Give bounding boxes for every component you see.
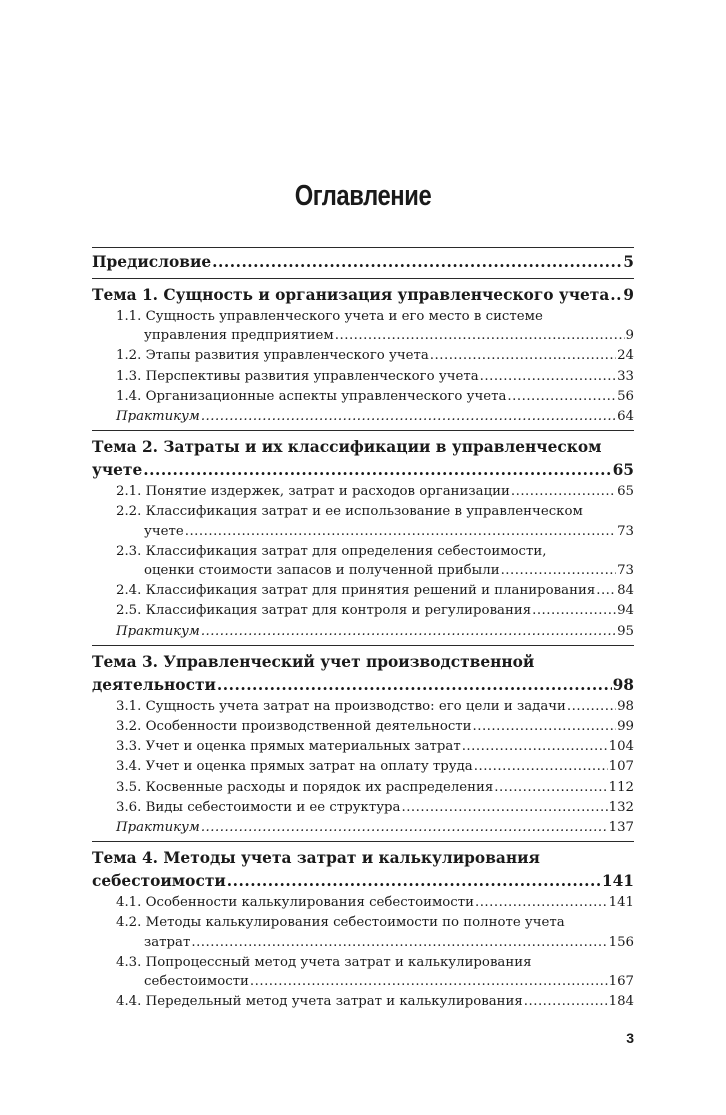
- toc-page-number: 5: [623, 253, 634, 271]
- dot-leader: [475, 893, 608, 912]
- toc-section-entry[interactable]: [92, 387, 634, 406]
- toc-section-title: 2.5. Классификация затрат для контроля и регулирования: [116, 603, 532, 619]
- toc-page-number: 95: [617, 623, 634, 639]
- dot-leader: [191, 933, 607, 952]
- toc-section-entry[interactable]: [92, 482, 634, 501]
- toc-section-title: 2.1. Понятие издержек, затрат и расходов организации: [116, 484, 510, 500]
- dot-leader: [430, 346, 616, 365]
- toc-practicum-entry[interactable]: [92, 407, 634, 426]
- toc-section-title: 1.2. Этапы развития управленческого учета: [116, 348, 429, 364]
- toc-section-entry[interactable]: [92, 737, 634, 756]
- toc-topic-heading[interactable]: [92, 284, 634, 307]
- toc-page-number: 98: [617, 698, 634, 714]
- toc-practicum-label: Практикум: [116, 623, 200, 639]
- toc-topic-title-cont: учете: [92, 461, 143, 480]
- toc-section-title-cont: себестоимости: [144, 974, 249, 990]
- toc-entry-label: Предисловие: [92, 253, 212, 271]
- dot-leader: [596, 581, 616, 600]
- toc-page-number: 141: [608, 895, 634, 911]
- dot-leader: [532, 601, 616, 620]
- toc-page-number: 94: [617, 603, 634, 619]
- toc-topic-block: [92, 430, 634, 645]
- toc-section-entry[interactable]: [92, 307, 634, 345]
- toc-section-title-cont: управления предприятием: [144, 328, 334, 344]
- toc-section-title: 3.2. Особенности производственной деятельности: [116, 719, 472, 735]
- toc-page-number: 156: [608, 934, 634, 950]
- toc-page-number: 167: [608, 974, 634, 990]
- dot-leader: [511, 482, 616, 501]
- dot-leader: [462, 737, 608, 756]
- toc-page-number: 33: [617, 368, 634, 384]
- toc-section-title-cont: учете: [144, 523, 184, 539]
- toc-section-entry[interactable]: [92, 913, 634, 951]
- toc-section-entry[interactable]: [92, 717, 634, 736]
- dot-leader: [227, 870, 601, 893]
- toc-page-number: 24: [617, 348, 634, 364]
- dot-leader: [217, 674, 612, 697]
- toc-page-number: 104: [608, 739, 634, 755]
- dot-leader: [401, 798, 607, 817]
- toc-topic-block: [92, 841, 634, 1016]
- toc-section-title: 2.2. Классификация затрат и ее использование в управленческом: [116, 504, 583, 520]
- toc-section-title: 1.3. Перспективы развития управленческого учета: [116, 368, 479, 384]
- toc-practicum-label: Практикум: [116, 409, 200, 425]
- toc-section-entry[interactable]: [92, 502, 634, 540]
- toc-page-number: 64: [617, 409, 634, 425]
- toc-page-number: 184: [608, 994, 634, 1010]
- toc-section-title: 3.5. Косвенные расходы и порядок их распределения: [116, 779, 494, 795]
- toc-page-number: 65: [617, 484, 634, 500]
- toc-page-number: 137: [608, 820, 634, 836]
- toc-page-number: 73: [617, 563, 634, 579]
- dot-leader: [335, 326, 625, 345]
- toc-section-entry[interactable]: [92, 581, 634, 600]
- toc-section-entry[interactable]: [92, 346, 634, 365]
- toc-practicum-entry[interactable]: [92, 622, 634, 641]
- toc-page-number: 73: [617, 523, 634, 539]
- toc-topic-heading[interactable]: [92, 674, 634, 697]
- toc-page-number: 98: [612, 675, 634, 694]
- toc-page-number: 84: [617, 583, 634, 599]
- toc-section-title-cont: затрат: [144, 934, 191, 950]
- toc-section-title: 4.2. Методы калькулирования себестоимости по полноте учета: [116, 915, 565, 931]
- dot-leader: [524, 992, 608, 1011]
- toc-section-entry[interactable]: [92, 697, 634, 716]
- toc-section-entry[interactable]: [92, 992, 634, 1011]
- toc-section-entry[interactable]: [92, 893, 634, 912]
- toc-page-number: 9: [623, 286, 634, 304]
- toc-practicum-label: Практикум: [116, 820, 200, 836]
- dot-leader: [507, 387, 616, 406]
- toc-section-title: 3.1. Сущность учета затрат на производство: его цели и задачи: [116, 698, 566, 714]
- toc-section-title: 1.4. Организационные аспекты управленческого учета: [116, 388, 507, 404]
- dot-leader: [480, 367, 616, 386]
- toc-topic-title[interactable]: Тема 4. Методы учета затрат и калькулирования: [92, 849, 540, 868]
- toc-page-number: 56: [617, 388, 634, 404]
- dot-leader: [567, 697, 616, 716]
- toc-preface-block: [92, 247, 634, 278]
- dot-leader: [501, 561, 617, 580]
- dot-leader: [185, 522, 616, 541]
- toc-page-number: 112: [608, 779, 634, 795]
- toc-practicum-entry[interactable]: [92, 818, 634, 837]
- table-of-contents: [92, 247, 634, 1016]
- page-title: Оглавление: [294, 180, 432, 212]
- toc-section-title: 2.4. Классификация затрат для принятия решений и планирования: [116, 583, 596, 599]
- toc-page-number: 9: [625, 328, 634, 344]
- toc-section-title: 3.3. Учет и оценка прямых материальных затрат: [116, 739, 461, 755]
- toc-section-title: 4.3. Попроцессный метод учета затрат и калькулирования: [116, 954, 532, 970]
- dot-leader: [212, 251, 622, 274]
- toc-section-title: 4.1. Особенности калькулирования себестоимости: [116, 895, 474, 911]
- dot-leader: [474, 757, 608, 776]
- dot-leader: [610, 284, 622, 307]
- dot-leader: [143, 459, 611, 482]
- toc-section-title-cont: оценки стоимости запасов и полученной прибыли: [144, 563, 500, 579]
- toc-section-entry[interactable]: [92, 601, 634, 620]
- toc-page-number: 107: [608, 759, 634, 775]
- toc-topic-title: Тема 1. Сущность и организация управленческого учета: [92, 286, 610, 304]
- toc-topic-title[interactable]: Тема 2. Затраты и их классификации в управленческом: [92, 438, 602, 457]
- toc-topic-title[interactable]: Тема 3. Управленческий учет производственной: [92, 652, 535, 671]
- toc-topic-block: [92, 645, 634, 841]
- toc-section-entry[interactable]: [92, 367, 634, 386]
- toc-section-title: 1.1. Сущность управленческого учета и его место в системе: [116, 309, 543, 324]
- toc-topic-heading[interactable]: [92, 870, 634, 893]
- toc-section-title: 2.3. Классификация затрат для определения себестоимости,: [116, 543, 547, 559]
- toc-entry-preface[interactable]: [92, 251, 634, 274]
- toc-section-title: 3.4. Учет и оценка прямых затрат на оплату труда: [116, 759, 473, 775]
- dot-leader: [250, 972, 608, 991]
- toc-page-number: 65: [612, 461, 634, 480]
- page-number: 3: [626, 1030, 634, 1046]
- toc-topic-title-cont: себестоимости: [92, 872, 226, 891]
- toc-page-number: 99: [617, 719, 634, 735]
- toc-section-entry[interactable]: [92, 953, 634, 991]
- dot-leader: [473, 717, 617, 736]
- toc-section-entry[interactable]: [92, 542, 634, 580]
- dot-leader: [201, 407, 616, 426]
- toc-section-title: 3.6. Виды себестоимости и ее структура: [116, 799, 401, 815]
- toc-section-entry[interactable]: [92, 778, 634, 797]
- dot-leader: [494, 778, 607, 797]
- toc-topic-heading[interactable]: [92, 459, 634, 482]
- dot-leader: [201, 818, 608, 837]
- dot-leader: [201, 622, 616, 641]
- toc-topic-block: [92, 278, 634, 430]
- toc-section-entry[interactable]: [92, 757, 634, 776]
- toc-section-title: 4.4. Передельный метод учета затрат и калькулирования: [116, 994, 523, 1010]
- toc-section-entry[interactable]: [92, 798, 634, 817]
- toc-topic-title-cont: деятельности: [92, 675, 216, 694]
- toc-page-number: 132: [608, 799, 634, 815]
- toc-page-number: 141: [601, 872, 634, 891]
